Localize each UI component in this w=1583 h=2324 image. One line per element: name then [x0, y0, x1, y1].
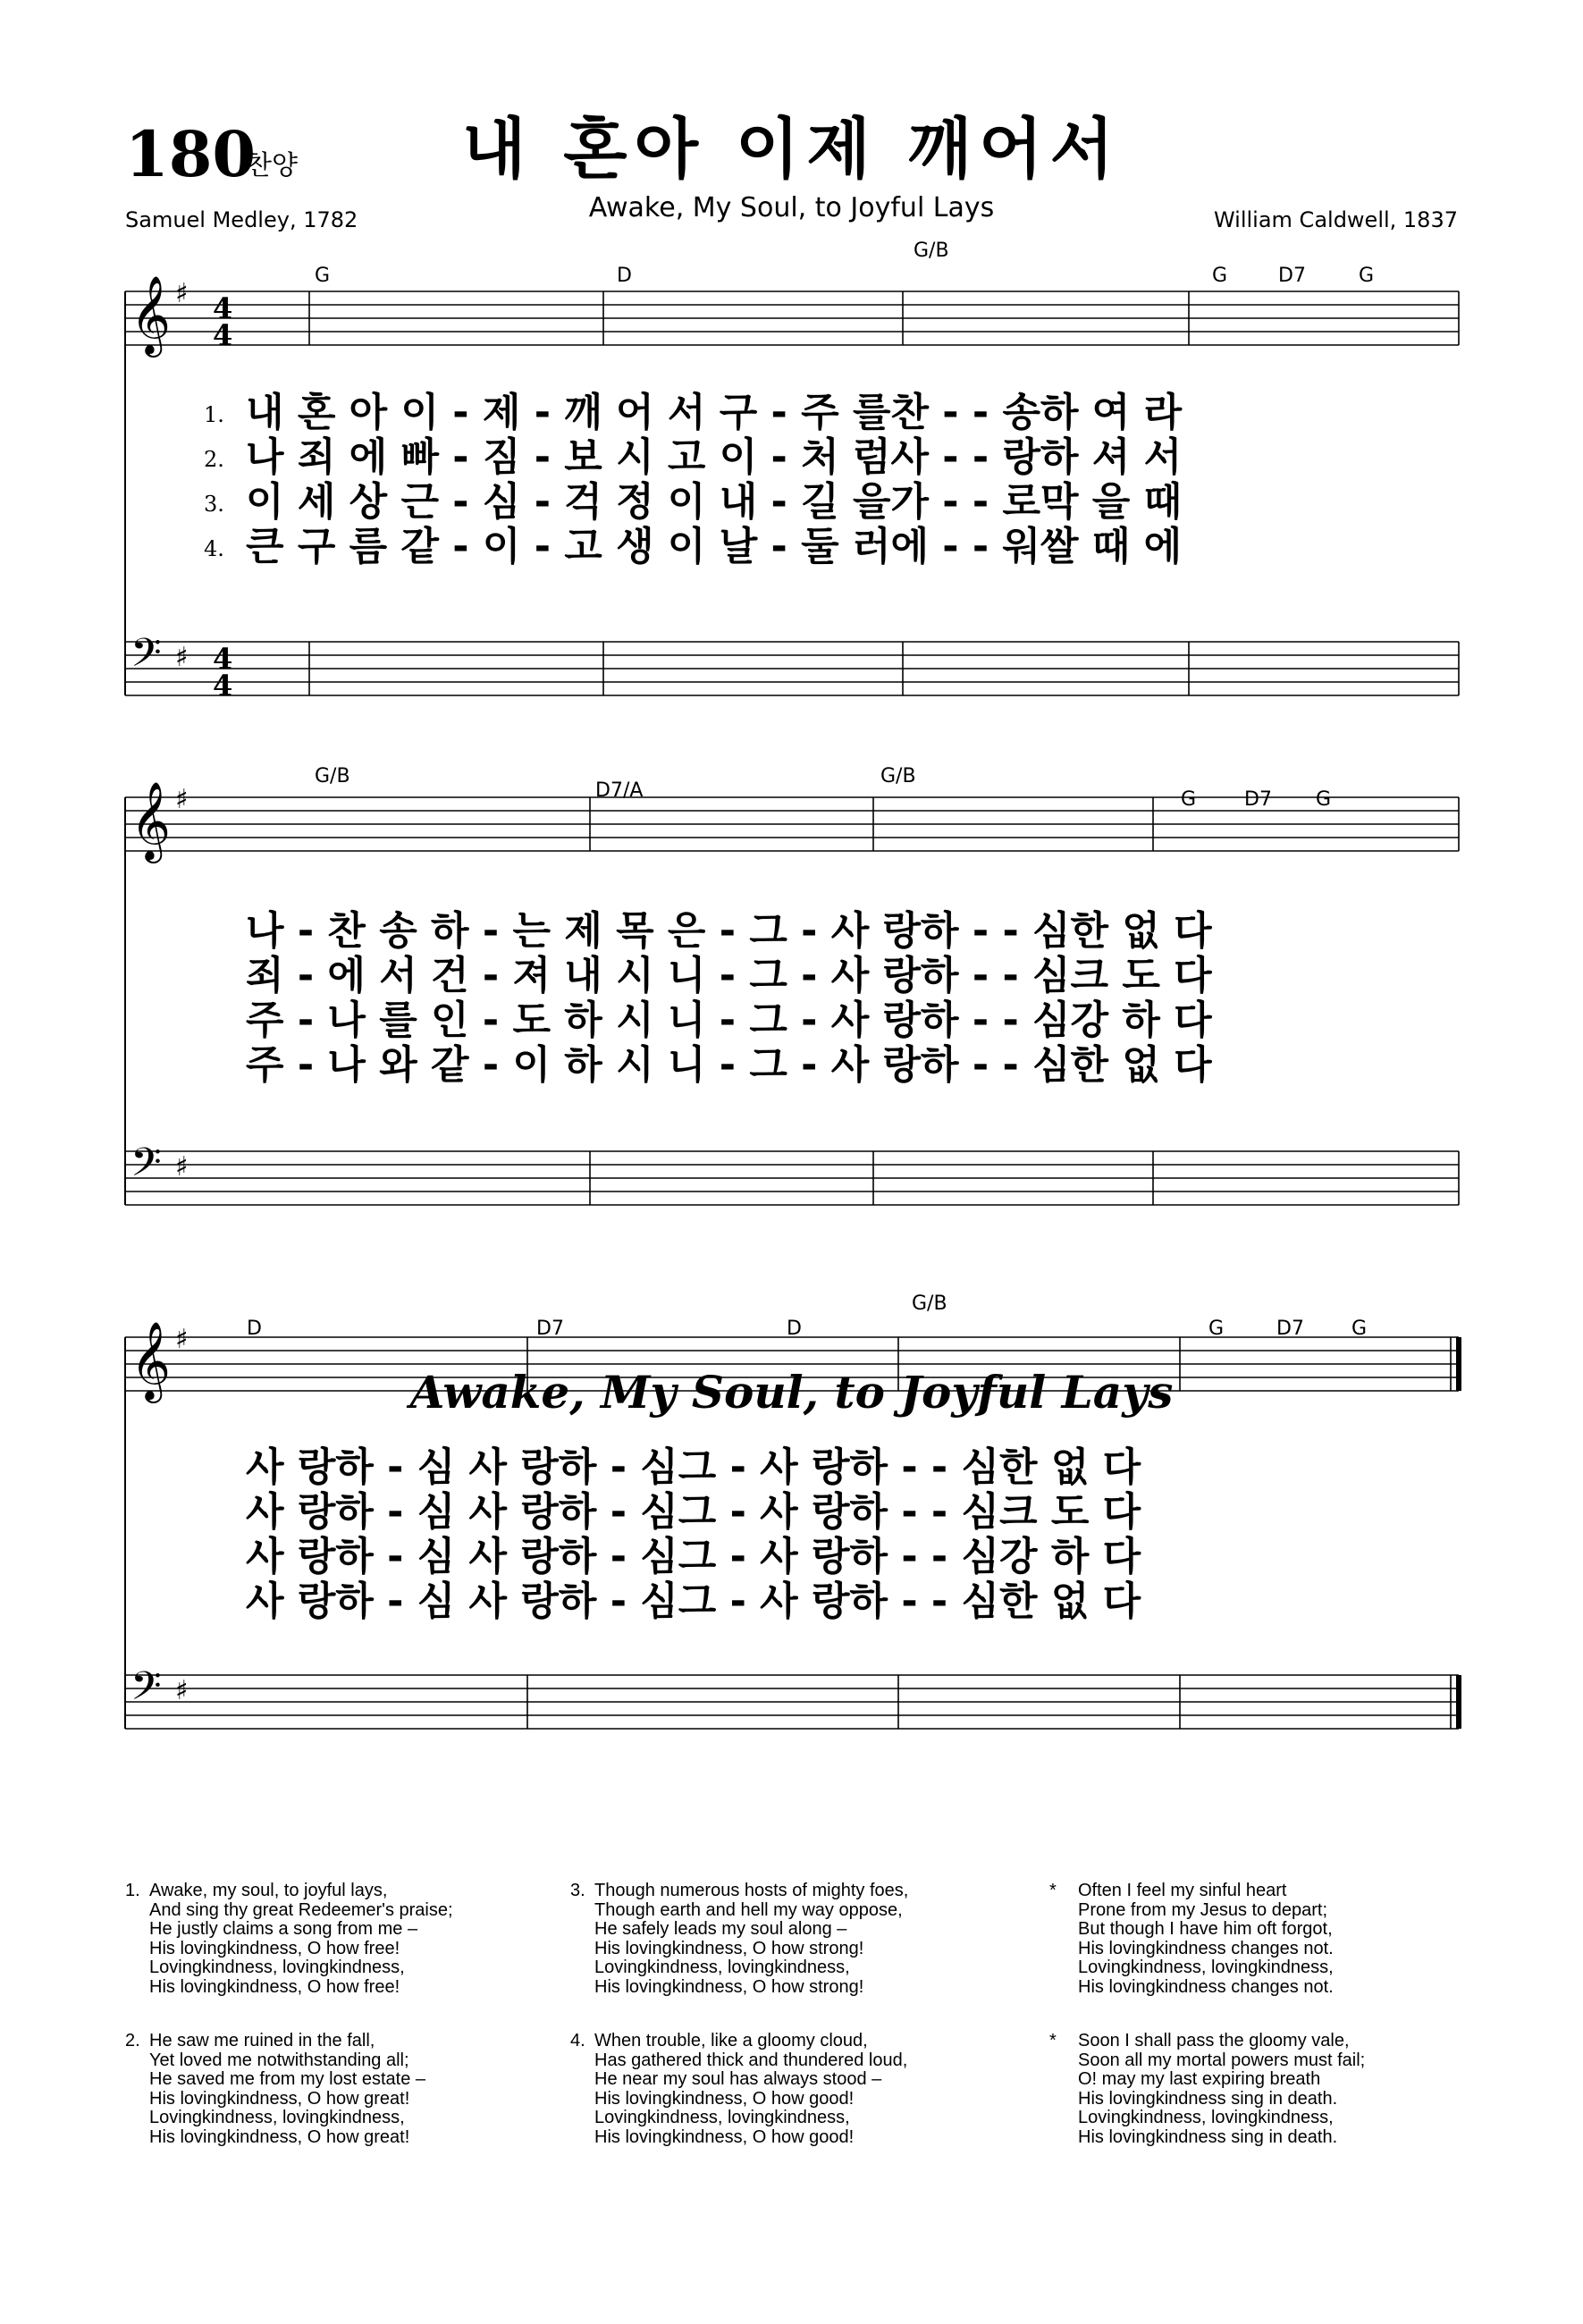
- stanza-line: Though earth and hell my way oppose,: [594, 1899, 903, 1920]
- stanza-line: Though numerous hosts of mighty foes,: [594, 1881, 909, 1900]
- english-text-title: Awake, My Soul, to Joyful Lays: [409, 1366, 1174, 1419]
- chord-symbol: G: [1181, 788, 1197, 811]
- key-signature-sharp-icon: ♯: [175, 784, 189, 815]
- stanza-line: He justly claims a song from me –: [149, 1919, 418, 1939]
- chord-symbol: G/B: [914, 240, 949, 262]
- stanza-number: 1.: [125, 1881, 140, 1900]
- stanza-line: Prone from my Jesus to depart;: [1078, 1899, 1328, 1920]
- verse-number: 1.: [204, 402, 224, 427]
- stanza-2: [125, 2032, 545, 2147]
- stanza-number: 2.: [125, 2031, 140, 2050]
- lyric-line: 주 - 나 를 인 - 도 하 시 니 - 그 - 사 랑하 - - 심강 하 다: [246, 998, 1212, 1043]
- stanza-line: He saw me ruined in the fall,: [149, 2031, 375, 2050]
- stanza-line: His lovingkindness changes not.: [1078, 1976, 1334, 1997]
- stanza-line: His lovingkindness, O how great!: [149, 2088, 410, 2109]
- chord-symbol: D: [787, 1318, 802, 1340]
- hymn-number: 180: [125, 117, 257, 191]
- bass-clef-icon: 𝄢: [131, 1139, 162, 1195]
- stanza-line: Yet loved me notwithstanding all;: [149, 2050, 409, 2070]
- stanza-line: Soon all my mortal powers must fail;: [1078, 2050, 1366, 2070]
- stanza-asterisk: *: [1049, 2031, 1057, 2050]
- stanza-line: Lovingkindness, lovingkindness,: [1078, 1958, 1334, 1977]
- stanza-line: Awake, my soul, to joyful lays,: [149, 1881, 388, 1900]
- stanza-line: When trouble, like a gloomy cloud,: [594, 2031, 868, 2050]
- chord-symbol: D: [617, 265, 632, 287]
- chord-symbol: D7/A: [595, 779, 644, 802]
- stanza-number: 3.: [570, 1881, 585, 1900]
- chord-symbol: D7: [536, 1318, 564, 1340]
- treble-clef-icon: 𝄞: [131, 1320, 171, 1400]
- time-signature-bottom: 4: [213, 318, 233, 352]
- stanza-line: He safely leads my soul along –: [594, 1919, 847, 1939]
- hymn-label: 찬양: [246, 150, 298, 181]
- lyric-line: 사 랑하 - 심 사 랑하 - 심그 - 사 랑하 - - 심강 하 다: [246, 1534, 1141, 1579]
- stanza-line: His lovingkindness sing in death.: [1078, 2126, 1338, 2147]
- treble-clef-icon: 𝄞: [131, 274, 171, 354]
- stanza-6: [1046, 2032, 1466, 2147]
- chord-symbol: D: [247, 1318, 262, 1340]
- stanza-line: His lovingkindness, O how free!: [149, 1976, 400, 1997]
- stanza-line: His lovingkindness sing in death.: [1078, 2088, 1338, 2109]
- lyric-line: 주 - 나 와 같 - 이 하 시 니 - 그 - 사 랑하 - - 심한 없 다: [246, 1042, 1212, 1088]
- key-signature-sharp-icon: ♯: [175, 1324, 189, 1355]
- stanza-line: His lovingkindness, O how good!: [594, 2088, 855, 2109]
- stanza-4: [570, 2032, 1017, 2147]
- stanza-asterisk: *: [1049, 1881, 1057, 1900]
- stanza-line: Has gathered thick and thundered loud,: [594, 2050, 908, 2070]
- lyric-line: 내 혼 아 이 - 제 - 깨 어 서 구 - 주 를찬 - - 송하 여 라: [246, 390, 1183, 435]
- lyric-line: 나 죄 에 빠 - 짐 - 보 시 고 이 - 처 럼사 - - 랑하 셔 서: [246, 434, 1183, 480]
- chord-symbol: G: [1359, 265, 1375, 287]
- hymn-title-korean: 내 혼아 이제 깨어서: [461, 111, 1122, 188]
- composer-credit: William Caldwell, 1837: [1213, 207, 1458, 232]
- stanza-line: He near my soul has always stood –: [594, 2069, 882, 2089]
- stanza-line: He saved me from my lost estate –: [149, 2069, 426, 2089]
- key-signature-sharp-icon: ♯: [175, 1151, 189, 1183]
- verse-number: 2.: [204, 447, 224, 472]
- stanza-line: Lovingkindness, lovingkindness,: [149, 1958, 405, 1977]
- lyricist-credit: Samuel Medley, 1782: [125, 207, 358, 232]
- chord-symbol: G: [1316, 788, 1332, 811]
- chord-symbol: D7: [1278, 265, 1306, 287]
- chord-symbol: G: [315, 265, 331, 287]
- stanza-line: His lovingkindness, O how good!: [594, 2126, 855, 2147]
- lyric-line: 죄 - 에 서 건 - 져 내 시 니 - 그 - 사 랑하 - - 심크 도 다: [246, 953, 1212, 998]
- chord-symbol: G/B: [315, 765, 350, 787]
- stanza-line: Lovingkindness, lovingkindness,: [594, 2108, 850, 2127]
- stanza-5: [1046, 1882, 1466, 1997]
- chord-symbol: G: [1208, 1318, 1225, 1340]
- stanza-line: Lovingkindness, lovingkindness,: [594, 1958, 850, 1977]
- verse-number: 3.: [204, 492, 224, 517]
- chord-symbol: G: [1212, 265, 1228, 287]
- chord-symbol: G/B: [912, 1293, 947, 1315]
- stanza-3: [570, 1882, 1017, 1997]
- stanza-line: Often I feel my sinful heart: [1078, 1881, 1287, 1900]
- lyric-line: 사 랑하 - 심 사 랑하 - 심그 - 사 랑하 - - 심크 도 다: [246, 1489, 1141, 1535]
- stanza-line: Soon I shall pass the gloomy vale,: [1078, 2031, 1350, 2050]
- key-signature-sharp-icon: ♯: [175, 642, 189, 673]
- time-signature-top: 4: [213, 642, 233, 676]
- stanza-1: [125, 1882, 545, 1997]
- stanza-number: 4.: [570, 2031, 585, 2050]
- verse-number: 4.: [204, 536, 224, 561]
- chord-symbol: D7: [1276, 1318, 1304, 1340]
- lyric-line: 사 랑하 - 심 사 랑하 - 심그 - 사 랑하 - - 심한 없 다: [246, 1444, 1141, 1490]
- time-signature-bottom: 4: [213, 669, 233, 703]
- stanza-line: His lovingkindness, O how free!: [149, 1938, 400, 1958]
- stanza-line: His lovingkindness, O how strong!: [594, 1976, 864, 1997]
- bass-clef-icon: 𝄢: [131, 1663, 162, 1719]
- lyric-line: 이 세 상 근 - 심 - 걱 정 이 내 - 길 을가 - - 로막 을 때: [246, 479, 1183, 525]
- lyric-line: 큰 구 름 같 - 이 - 고 생 이 날 - 둘 러에 - - 워쌀 때 에: [246, 524, 1183, 569]
- stanza-line: Lovingkindness, lovingkindness,: [1078, 2108, 1334, 2127]
- treble-clef-icon: 𝄞: [131, 780, 171, 860]
- time-signature-top: 4: [213, 291, 233, 325]
- lyric-line: 나 - 찬 송 하 - 는 제 목 은 - 그 - 사 랑하 - - 심한 없 다: [246, 908, 1212, 954]
- stanza-line: His lovingkindness, O how strong!: [594, 1938, 864, 1958]
- stanza-line: And sing thy great Redeemer's praise;: [149, 1899, 453, 1920]
- lyric-line: 사 랑하 - 심 사 랑하 - 심그 - 사 랑하 - - 심한 없 다: [246, 1579, 1141, 1624]
- stanza-line: But though I have him oft forgot,: [1078, 1919, 1333, 1939]
- stanza-line: O! may my last expiring breath: [1078, 2069, 1321, 2089]
- key-signature-sharp-icon: ♯: [175, 1675, 189, 1706]
- stanza-line: His lovingkindness changes not.: [1078, 1938, 1334, 1958]
- stanza-line: Lovingkindness, lovingkindness,: [149, 2108, 405, 2127]
- chord-symbol: G/B: [880, 765, 916, 787]
- key-signature-sharp-icon: ♯: [175, 278, 189, 309]
- chord-symbol: D7: [1244, 788, 1272, 811]
- chord-symbol: G: [1351, 1318, 1368, 1340]
- stanza-line: His lovingkindness, O how great!: [149, 2126, 410, 2147]
- bass-clef-icon: 𝄢: [131, 629, 162, 686]
- hymn-title-english: Awake, My Soul, to Joyful Lays: [588, 192, 995, 223]
